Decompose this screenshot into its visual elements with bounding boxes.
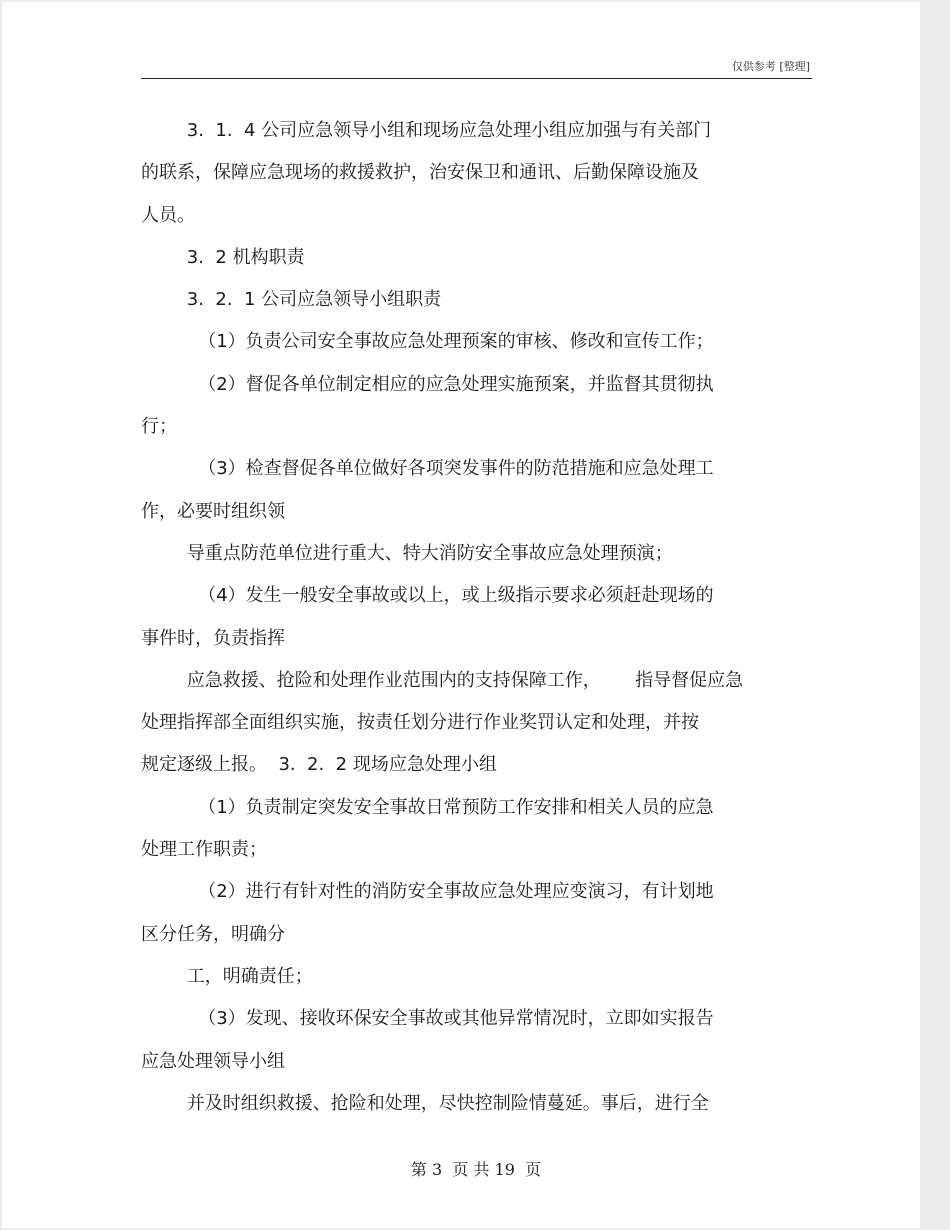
section-heading: 3. 2 机构职责 bbox=[141, 246, 305, 268]
body-text bbox=[141, 110, 831, 1125]
text-line: 导重点防范单位进行重大、特大消防安全事故应急处理预演； bbox=[141, 542, 673, 564]
text-line: 并及时组织救援、抢险和处理，尽快控制险情蔓延。事后，进行全 bbox=[141, 1092, 709, 1114]
text-line: 应急处理领导小组 bbox=[141, 1050, 285, 1072]
document-page bbox=[2, 2, 920, 1228]
header-divider bbox=[141, 78, 812, 79]
text-line: 处理工作职责； bbox=[141, 839, 267, 861]
subsection-heading: 3. 2. 1 公司应急领导小组职责 bbox=[141, 289, 442, 311]
text-line: 事件时，负责指挥 bbox=[141, 627, 285, 649]
text-line: （2）督促各单位制定相应的应急处理实施预案，并监督其贯彻执 bbox=[141, 373, 714, 395]
text-line: （2）进行有针对性的消防安全事故应急处理应变演习，有计划地 bbox=[141, 881, 714, 903]
text-line: 区分任务，明确分 bbox=[141, 923, 285, 945]
text-line: 3. 1. 4 公司应急领导小组和现场应急处理小组应加强与有关部门 bbox=[141, 120, 712, 141]
text-line: 行； bbox=[141, 416, 177, 438]
text-line: 人员。 bbox=[141, 204, 195, 226]
text-line: （3）检查督促各单位做好各项突发事件的防范措施和应急处理工 bbox=[141, 458, 714, 480]
page-header: 仅供参考 [整理] bbox=[731, 60, 810, 73]
text-line: （3）发现、接收环保安全事故或其他异常情况时，立即如实报告 bbox=[141, 1008, 714, 1030]
text-line: 应急救援、抢险和处理作业范围内的支持保障工作， 指导督促应急 bbox=[141, 669, 744, 691]
text-line: 作，必要时组织领 bbox=[141, 500, 285, 522]
text-line: （1）负责公司安全事故应急处理预案的审核、修改和宣传工作； bbox=[141, 331, 714, 353]
text-line: 规定逐级上报。 3. 2. 2 现场应急处理小组 bbox=[141, 754, 497, 776]
text-line: 处理指挥部全面组织实施，按责任划分进行作业奖罚认定和处理，并按 bbox=[141, 712, 699, 734]
text-line: （1）负责制定突发安全事故日常预防工作安排和相关人员的应急 bbox=[141, 796, 714, 818]
text-line: 工，明确责任； bbox=[141, 965, 313, 987]
page-footer: 第 3 页 共 19 页 bbox=[410, 1160, 542, 1179]
text-line: （4）发生一般安全事故或以上，或上级指示要求必须赶赴现场的 bbox=[141, 585, 714, 607]
text-line: 的联系，保障应急现场的救援救护，治安保卫和通讯、后勤保障设施及 bbox=[141, 162, 699, 184]
